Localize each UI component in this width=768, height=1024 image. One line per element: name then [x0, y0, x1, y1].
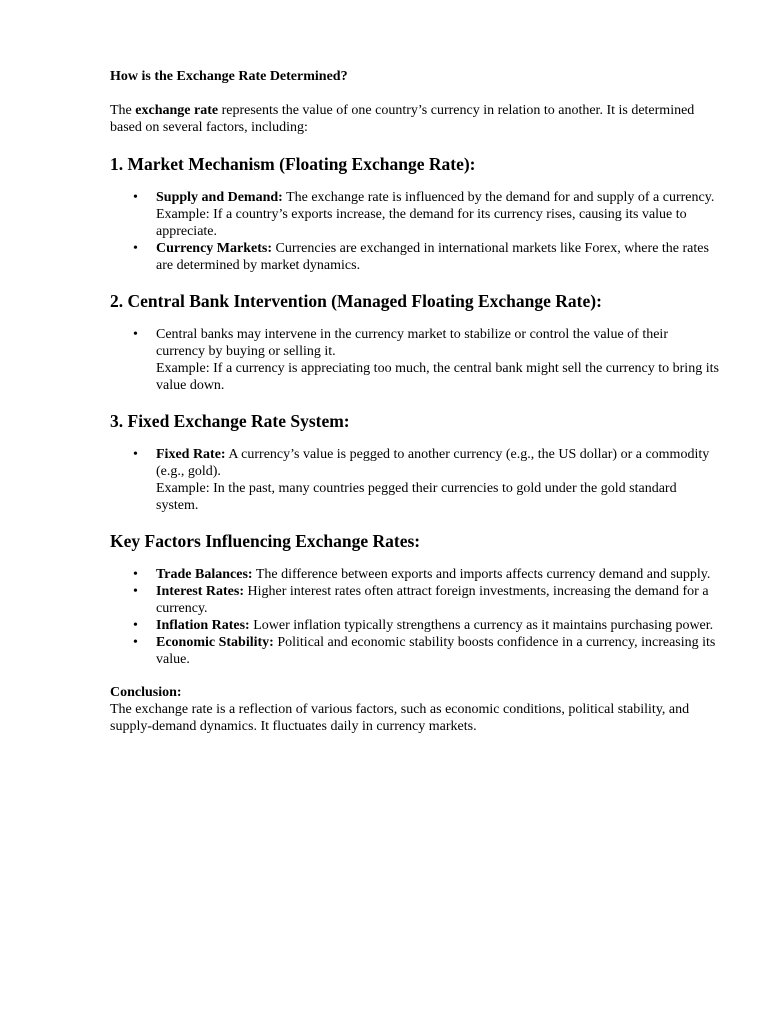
section-heading-key-factors: Key Factors Influencing Exchange Rates:	[110, 531, 421, 551]
bullet-icon: •	[133, 618, 138, 633]
item-label: Trade Balances:	[156, 567, 253, 582]
list-item	[133, 617, 720, 634]
list-item	[133, 189, 720, 240]
item-text: Political and economic stability boosts confidence in a currency, increasing its value.	[156, 635, 716, 667]
section-heading-fixed-rate: 3. Fixed Exchange Rate System:	[110, 411, 350, 431]
item-text: A currency’s value is pegged to another currency (e.g., the US dollar) or a commodity (e.g., gold).	[156, 447, 710, 479]
intro-pre: The	[110, 103, 136, 118]
document-title: How is the Exchange Rate Determined?	[110, 69, 348, 84]
bullet-icon: •	[133, 584, 138, 599]
item-label: Currency Markets:	[156, 241, 272, 256]
bullet-icon: •	[133, 567, 138, 582]
intro-bold-term: exchange rate	[135, 103, 219, 118]
item-label: Fixed Rate:	[156, 447, 226, 462]
item-label: Supply and Demand:	[156, 190, 283, 205]
list-item	[133, 240, 720, 274]
list-item	[133, 326, 720, 394]
bullet-icon: •	[133, 190, 138, 205]
section-list-key-factors	[110, 566, 720, 668]
section-list-market-mechanism	[110, 189, 720, 274]
list-item	[133, 634, 720, 668]
list-item	[133, 566, 720, 583]
section-list-fixed-rate	[110, 446, 720, 514]
item-example: Example: In the past, many countries pegged their currencies to gold under the gold standard system.	[156, 481, 677, 513]
item-text: Lower inflation typically strengthens a currency as it maintains purchasing power.	[249, 618, 714, 633]
list-item	[133, 446, 720, 514]
bullet-icon: •	[133, 241, 138, 256]
section-list-central-bank	[110, 326, 720, 394]
conclusion-text: The exchange rate is a reflection of various factors, such as economic conditions, political stability, and supply-demand dynamics. It fluctuates daily in currency markets.	[110, 702, 690, 734]
document-page	[110, 68, 720, 735]
item-example: Example: If a country’s exports increase, the demand for its currency rises, causing its value to appreciate.	[156, 207, 687, 239]
bullet-icon: •	[133, 327, 138, 342]
item-text: Currencies are exchanged in international markets like Forex, where the rates are determined by market dynamics.	[156, 241, 709, 273]
item-label: Economic Stability:	[156, 635, 274, 650]
list-item	[133, 583, 720, 617]
conclusion-title: Conclusion:	[110, 685, 182, 700]
bullet-icon: •	[133, 635, 138, 650]
bullet-icon: •	[133, 447, 138, 462]
section-heading-central-bank: 2. Central Bank Intervention (Managed Floating Exchange Rate):	[110, 291, 602, 311]
item-text: The difference between exports and imports affects currency demand and supply.	[252, 567, 711, 582]
item-text: The exchange rate is influenced by the demand for and supply of a currency.	[282, 190, 715, 205]
section-heading-market-mechanism: 1. Market Mechanism (Floating Exchange Rate):	[110, 154, 476, 174]
item-label: Inflation Rates:	[156, 618, 250, 633]
intro-post: represents the value of one country’s currency in relation to another. It is determined based on several factors, including:	[110, 103, 695, 135]
item-text: Central banks may intervene in the currency market to stabilize or control the value of their currency by buying or selling it.	[156, 327, 668, 359]
item-example: Example: If a currency is appreciating too much, the central bank might sell the currency to bring its value down.	[156, 361, 719, 393]
intro-paragraph	[110, 102, 720, 136]
item-text: Higher interest rates often attract foreign investments, increasing the demand for a currency.	[156, 584, 709, 616]
item-label: Interest Rates:	[156, 584, 244, 599]
